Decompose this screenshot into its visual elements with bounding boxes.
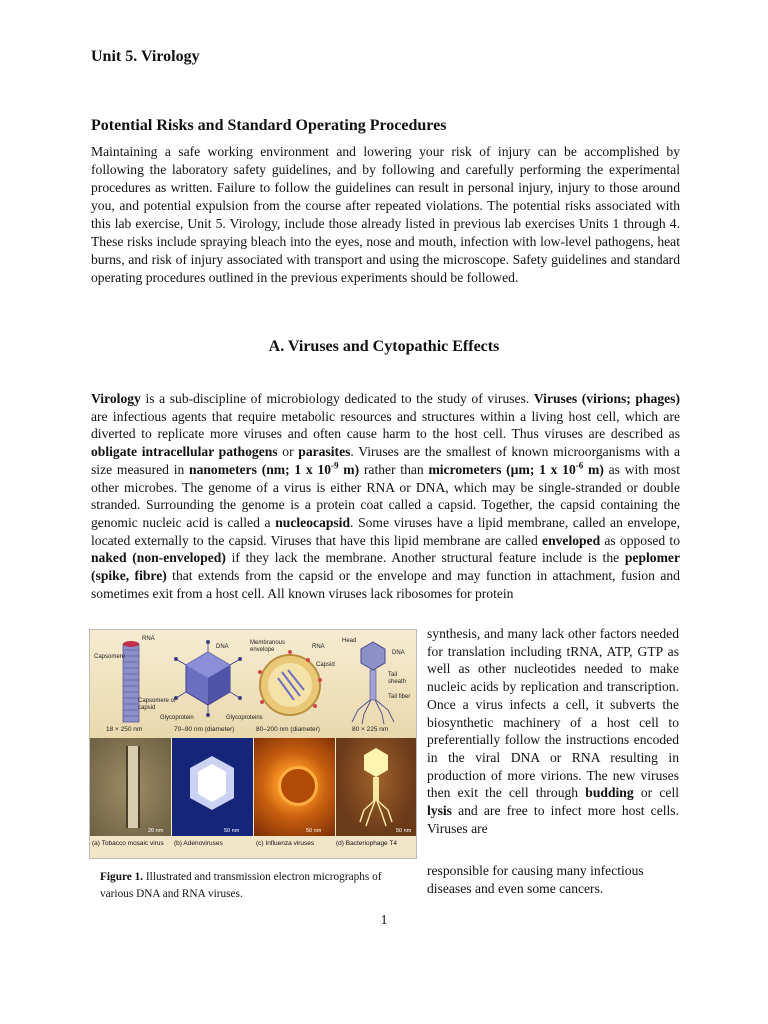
term-enveloped: enveloped — [542, 532, 601, 548]
label-glycoprotein: Glycoprotein — [160, 715, 194, 721]
virus-figure — [89, 629, 417, 859]
label-capsomere: Capsomere — [94, 654, 126, 660]
term-nanometers: nanometers (nm; 1 x $10^{-9}$ m) — [189, 460, 360, 477]
term-virology: Virology — [91, 391, 141, 406]
label-dna-2: DNA — [392, 650, 405, 656]
label-membranous-envelope: Membranous envelope — [250, 640, 286, 653]
label-glycoproteins: Glycoproteins — [226, 715, 263, 721]
unit-title: Unit 5. Virology — [91, 48, 200, 65]
term-peplomer: peplomer (spike, fibre) — [91, 550, 680, 584]
caption-tmv: (a) Tobacco mosaic virus — [92, 840, 164, 847]
figure-caption: Figure 1. Illustrated and transmission electron micrographs of various DNA and RNA viruses. — [100, 871, 382, 900]
dim-adenovirus: 70–90 nm (diameter) — [174, 726, 235, 733]
label-rna: RNA — [142, 636, 155, 642]
section-title: Potential Risks and Standard Operating Procedures — [91, 117, 447, 134]
term-budding: budding — [585, 785, 634, 801]
term-nucleocapsid: nucleocapsid — [275, 514, 351, 530]
caption-adenovirus: (b) Adenoviruses — [174, 840, 223, 847]
dim-bacteriophage: 80 × 225 nm — [352, 726, 389, 733]
illustration-panel — [90, 630, 416, 738]
virus-replication-paragraph-end: responsible for causing many infectious diseases and even some cancers. — [427, 863, 644, 896]
scale-bar-label: 50 nm — [396, 828, 412, 834]
bacteriophage-micrograph — [336, 738, 417, 836]
term-parasites: parasites — [298, 444, 351, 460]
caption-influenza: (c) Influenza viruses — [256, 840, 315, 847]
label-capsomere-of-capsid: Capsomere of capsid — [138, 698, 176, 711]
scale-bar-label: 20 nm — [148, 828, 164, 834]
dim-tmv: 18 × 250 nm — [106, 726, 143, 733]
label-head: Head — [342, 638, 357, 644]
caption-bacteriophage: (d) Bacteriophage T4 — [336, 840, 397, 847]
label-tail-sheath: Tail sheath — [388, 672, 407, 685]
term-micrometers: micrometers (µm; 1 x $10^{-6}$ m) — [428, 460, 604, 477]
label-capsid: Capsid — [316, 662, 335, 668]
subsection-title: A. Viruses and Cytopathic Effects — [268, 338, 500, 355]
term-lysis: lysis — [427, 803, 452, 819]
virus-replication-paragraph: synthesis, and many lack other factors needed for translation including tRNA, ATP, GTP as well as other nucleotides needed to make nucleic acids by replication and transcription. Once a virus infects a cell, it subverts the biosynthetic machinery of a host cell to preferentially follow the instructions encoded in the viral DNA or RNA resulting in production of more virions. The new viruses then exit the cell through budding or cell lysis and are free to infect more host cells. Viruses are — [427, 626, 679, 836]
label-rna-2: RNA — [312, 644, 325, 650]
influenza-illustration — [258, 650, 322, 715]
scale-bar-label: 50 nm — [224, 828, 240, 834]
term-naked: naked (non-enveloped) — [91, 550, 226, 566]
tmv-illustration — [123, 641, 139, 722]
safety-paragraph: Maintaining a safe working environment and lowering your risk of injury can be accomplished by following the laboratory safety guidelines, and by following and carefully performing the experimental procedures as written. Failure to follow the guidelines can result in personal injury, injury to those around you, and potential expulsion from the course after repeated violations. The potential risks associated with this lab exercise, Unit 5. Virology, include those already listed in previous lab exercises Units 1 through 4. These risks include spraying bleach into the eyes, nose and mouth, infection with low-level pathogens, heat burns, and risk of injury associated with transport and using the microscope. Safety guidelines and standard operating procedures outlined in the previous experiments should be followed. — [91, 144, 680, 285]
term-viruses: Viruses (virions; phages) — [533, 391, 680, 406]
adenovirus-illustration — [174, 640, 242, 717]
adenovirus-micrograph — [172, 738, 253, 836]
label-dna: DNA — [216, 644, 229, 650]
tmv-micrograph — [90, 738, 171, 836]
influenza-micrograph — [254, 738, 335, 836]
label-tail-fiber: Tail fiber — [388, 694, 411, 700]
virology-paragraph: Virology is a sub-discipline of microbiology dedicated to the study of viruses. Viruses (virions; phages) are infectious agents that require metabolic resources and structures within a living host cell, which are diverted to replicate more viruses and often cause harm to the host cell. Thus viruses are described as obligate intracellular pathogens or parasites. Viruses are the smallest of known microorganisms with a size measured in nanometers (nm; 1 x $10^{-9}$ m) rather than micrometers (µm; 1 x $10^{-6}$ m) as with most other microbes. The genome of a virus is either RNA or DNA, which may be single-stranded or double stranded. Surrounding the genome is a protein coat called a capsid. Together, the capsid containing the genomic nucleic acid is called a nucleocapsid. Some viruses have a lipid membrane, called an envelope, located externally to the capsid. Viruses that have this lipid membrane are called enveloped as opposed to naked (non-enveloped) if they lack the membrane. Another structural feature include is the peplomer (spike, fibre) that extends from the capsid or the envelope and may function in attachment, fusion and sometimes exit from a host cell. All known viruses lack ribosomes for protein — [91, 391, 680, 601]
dim-influenza: 80–200 nm (diameter) — [256, 726, 320, 733]
term-obligate: obligate intracellular pathogens — [91, 444, 278, 460]
page-number: 1 — [380, 912, 388, 927]
scale-bar-label: 50 nm — [306, 828, 322, 834]
